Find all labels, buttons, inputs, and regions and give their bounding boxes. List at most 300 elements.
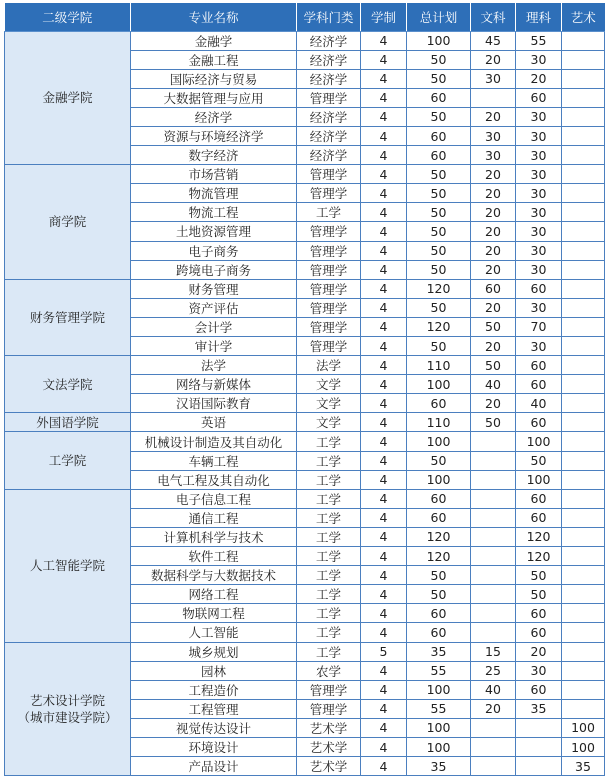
science-count-cell: 30 [516, 184, 562, 203]
art-count-cell [562, 69, 605, 88]
art-count-cell [562, 680, 605, 699]
duration-cell: 4 [361, 680, 407, 699]
discipline-cell: 管理学 [297, 337, 361, 356]
discipline-cell: 工学 [297, 566, 361, 585]
art-count-cell [562, 604, 605, 623]
total-plan-cell: 100 [407, 737, 471, 756]
liberal-arts-count-cell [471, 757, 516, 776]
table-row [5, 642, 605, 661]
college-name-line: 人工智能学院 [29, 558, 105, 574]
total-plan-cell: 50 [407, 184, 471, 203]
major-name-cell: 园林 [131, 661, 297, 680]
science-count-cell: 60 [516, 413, 562, 432]
header-liberal-arts: 文科 [471, 3, 516, 31]
liberal-arts-count-cell: 20 [471, 298, 516, 317]
total-plan-cell: 50 [407, 222, 471, 241]
science-count-cell [516, 718, 562, 737]
liberal-arts-count-cell: 20 [471, 241, 516, 260]
total-plan-cell: 50 [407, 298, 471, 317]
art-count-cell [562, 642, 605, 661]
major-name-cell: 资产评估 [131, 298, 297, 317]
major-name-cell: 土地资源管理 [131, 222, 297, 241]
liberal-arts-count-cell: 20 [471, 165, 516, 184]
art-count-cell [562, 317, 605, 336]
discipline-cell: 管理学 [297, 165, 361, 184]
liberal-arts-count-cell: 30 [471, 69, 516, 88]
art-count-cell [562, 241, 605, 260]
liberal-arts-count-cell: 20 [471, 394, 516, 413]
liberal-arts-count-cell: 20 [471, 260, 516, 279]
duration-cell: 4 [361, 508, 407, 527]
total-plan-cell: 110 [407, 356, 471, 375]
total-plan-cell: 120 [407, 527, 471, 546]
total-plan-cell: 35 [407, 642, 471, 661]
science-count-cell: 30 [516, 107, 562, 126]
major-name-cell: 视觉传达设计 [131, 718, 297, 737]
duration-cell: 5 [361, 642, 407, 661]
science-count-cell: 120 [516, 527, 562, 546]
art-count-cell [562, 432, 605, 451]
duration-cell: 4 [361, 146, 407, 165]
duration-cell: 4 [361, 718, 407, 737]
college-name-cell [5, 642, 131, 776]
science-count-cell [516, 737, 562, 756]
major-name-cell: 资源与环境经济学 [131, 126, 297, 145]
total-plan-cell: 100 [407, 432, 471, 451]
liberal-arts-count-cell: 50 [471, 317, 516, 336]
major-name-cell: 电子商务 [131, 241, 297, 260]
table-header [5, 3, 605, 31]
discipline-cell: 工学 [297, 604, 361, 623]
discipline-cell: 经济学 [297, 146, 361, 165]
table-row [5, 413, 605, 432]
duration-cell: 4 [361, 126, 407, 145]
science-count-cell: 60 [516, 680, 562, 699]
liberal-arts-count-cell [471, 527, 516, 546]
discipline-cell: 经济学 [297, 69, 361, 88]
liberal-arts-count-cell: 20 [471, 203, 516, 222]
duration-cell: 4 [361, 699, 407, 718]
major-name-cell: 财务管理 [131, 279, 297, 298]
discipline-cell: 工学 [297, 451, 361, 470]
discipline-cell: 管理学 [297, 241, 361, 260]
discipline-cell: 管理学 [297, 680, 361, 699]
discipline-cell: 文学 [297, 375, 361, 394]
liberal-arts-count-cell: 40 [471, 680, 516, 699]
duration-cell: 4 [361, 413, 407, 432]
major-name-cell: 车辆工程 [131, 451, 297, 470]
table-body [5, 31, 605, 776]
duration-cell: 4 [361, 165, 407, 184]
discipline-cell: 工学 [297, 527, 361, 546]
duration-cell: 4 [361, 527, 407, 546]
liberal-arts-count-cell [471, 566, 516, 585]
major-name-cell: 电子信息工程 [131, 489, 297, 508]
science-count-cell: 30 [516, 661, 562, 680]
college-name-line: 商学院 [48, 214, 87, 230]
science-count-cell: 30 [516, 222, 562, 241]
liberal-arts-count-cell: 20 [471, 337, 516, 356]
art-count-cell [562, 699, 605, 718]
art-count-cell [562, 451, 605, 470]
science-count-cell: 30 [516, 146, 562, 165]
art-count-cell [562, 88, 605, 107]
art-count-cell [562, 489, 605, 508]
art-count-cell [562, 31, 605, 50]
total-plan-cell: 60 [407, 146, 471, 165]
liberal-arts-count-cell: 45 [471, 31, 516, 50]
art-count-cell [562, 508, 605, 527]
header-college: 二级学院 [5, 3, 131, 31]
total-plan-cell: 100 [407, 680, 471, 699]
liberal-arts-count-cell: 25 [471, 661, 516, 680]
science-count-cell: 60 [516, 604, 562, 623]
discipline-cell: 艺术学 [297, 757, 361, 776]
liberal-arts-count-cell: 20 [471, 222, 516, 241]
total-plan-cell: 55 [407, 661, 471, 680]
art-count-cell [562, 203, 605, 222]
total-plan-cell: 100 [407, 31, 471, 50]
science-count-cell: 60 [516, 279, 562, 298]
total-plan-cell: 110 [407, 413, 471, 432]
discipline-cell: 工学 [297, 203, 361, 222]
discipline-cell: 艺术学 [297, 718, 361, 737]
liberal-arts-count-cell [471, 604, 516, 623]
total-plan-cell: 50 [407, 451, 471, 470]
duration-cell: 4 [361, 279, 407, 298]
discipline-cell: 经济学 [297, 50, 361, 69]
duration-cell: 4 [361, 451, 407, 470]
liberal-arts-count-cell: 20 [471, 184, 516, 203]
discipline-cell: 工学 [297, 547, 361, 566]
total-plan-cell: 60 [407, 394, 471, 413]
liberal-arts-count-cell [471, 489, 516, 508]
major-name-cell: 汉语国际教育 [131, 394, 297, 413]
discipline-cell: 经济学 [297, 31, 361, 50]
duration-cell: 4 [361, 757, 407, 776]
total-plan-cell: 120 [407, 547, 471, 566]
art-count-cell [562, 184, 605, 203]
header-duration: 学制 [361, 3, 407, 31]
art-count-cell [562, 126, 605, 145]
discipline-cell: 管理学 [297, 260, 361, 279]
liberal-arts-count-cell [471, 718, 516, 737]
discipline-cell: 文学 [297, 394, 361, 413]
duration-cell: 4 [361, 184, 407, 203]
college-name-line: 外国语学院 [36, 414, 99, 430]
duration-cell: 4 [361, 356, 407, 375]
enrollment-plan-table [4, 3, 605, 776]
total-plan-cell: 50 [407, 260, 471, 279]
major-name-cell: 数据科学与大数据技术 [131, 566, 297, 585]
science-count-cell: 60 [516, 356, 562, 375]
college-name-line: 文法学院 [42, 376, 93, 392]
college-name-cell [5, 356, 131, 413]
college-name-cell [5, 165, 131, 280]
total-plan-cell: 100 [407, 718, 471, 737]
major-name-cell: 大数据管理与应用 [131, 88, 297, 107]
major-name-cell: 英语 [131, 413, 297, 432]
table-row [5, 356, 605, 375]
discipline-cell: 文学 [297, 413, 361, 432]
discipline-cell: 工学 [297, 642, 361, 661]
discipline-cell: 管理学 [297, 699, 361, 718]
liberal-arts-count-cell [471, 547, 516, 566]
table-row [5, 279, 605, 298]
discipline-cell: 工学 [297, 585, 361, 604]
science-count-cell: 60 [516, 489, 562, 508]
duration-cell: 4 [361, 31, 407, 50]
major-name-cell: 城乡规划 [131, 642, 297, 661]
duration-cell: 4 [361, 50, 407, 69]
discipline-cell: 法学 [297, 356, 361, 375]
duration-cell: 4 [361, 604, 407, 623]
total-plan-cell: 50 [407, 585, 471, 604]
total-plan-cell: 60 [407, 489, 471, 508]
duration-cell: 4 [361, 88, 407, 107]
liberal-arts-count-cell [471, 737, 516, 756]
duration-cell: 4 [361, 432, 407, 451]
major-name-cell: 网络与新媒体 [131, 375, 297, 394]
college-name-cell [5, 413, 131, 432]
science-count-cell: 50 [516, 451, 562, 470]
discipline-cell: 工学 [297, 623, 361, 642]
major-name-cell: 审计学 [131, 337, 297, 356]
art-count-cell [562, 165, 605, 184]
science-count-cell: 120 [516, 547, 562, 566]
duration-cell: 4 [361, 375, 407, 394]
science-count-cell: 30 [516, 203, 562, 222]
major-name-cell: 工程管理 [131, 699, 297, 718]
duration-cell: 4 [361, 661, 407, 680]
science-count-cell: 60 [516, 375, 562, 394]
art-count-cell [562, 585, 605, 604]
duration-cell: 4 [361, 737, 407, 756]
science-count-cell: 50 [516, 585, 562, 604]
science-count-cell: 20 [516, 69, 562, 88]
total-plan-cell: 50 [407, 203, 471, 222]
total-plan-cell: 60 [407, 126, 471, 145]
total-plan-cell: 50 [407, 69, 471, 88]
science-count-cell: 60 [516, 623, 562, 642]
table-row [5, 31, 605, 50]
duration-cell: 4 [361, 470, 407, 489]
science-count-cell: 55 [516, 31, 562, 50]
major-name-cell: 跨境电子商务 [131, 260, 297, 279]
duration-cell: 4 [361, 241, 407, 260]
table-row [5, 489, 605, 508]
table-row [5, 165, 605, 184]
enrollment-plan-table-container [4, 3, 604, 776]
duration-cell: 4 [361, 623, 407, 642]
liberal-arts-count-cell [471, 88, 516, 107]
discipline-cell: 管理学 [297, 317, 361, 336]
liberal-arts-count-cell: 50 [471, 413, 516, 432]
discipline-cell: 经济学 [297, 126, 361, 145]
art-count-cell [562, 547, 605, 566]
art-count-cell [562, 566, 605, 585]
art-count-cell: 35 [562, 757, 605, 776]
science-count-cell: 30 [516, 126, 562, 145]
art-count-cell [562, 375, 605, 394]
college-name-line: （城市建设学院） [17, 709, 118, 725]
liberal-arts-count-cell: 20 [471, 699, 516, 718]
liberal-arts-count-cell: 20 [471, 107, 516, 126]
major-name-cell: 人工智能 [131, 623, 297, 642]
art-count-cell [562, 298, 605, 317]
major-name-cell: 工程造价 [131, 680, 297, 699]
college-name-line: 财务管理学院 [29, 309, 105, 325]
discipline-cell: 工学 [297, 432, 361, 451]
art-count-cell [562, 527, 605, 546]
duration-cell: 4 [361, 337, 407, 356]
art-count-cell [562, 623, 605, 642]
art-count-cell [562, 661, 605, 680]
total-plan-cell: 50 [407, 50, 471, 69]
college-name-line: 工学院 [48, 453, 87, 469]
science-count-cell: 70 [516, 317, 562, 336]
liberal-arts-count-cell: 30 [471, 126, 516, 145]
duration-cell: 4 [361, 489, 407, 508]
liberal-arts-count-cell [471, 451, 516, 470]
total-plan-cell: 35 [407, 757, 471, 776]
major-name-cell: 环境设计 [131, 737, 297, 756]
total-plan-cell: 60 [407, 88, 471, 107]
major-name-cell: 金融学 [131, 31, 297, 50]
major-name-cell: 金融工程 [131, 50, 297, 69]
art-count-cell [562, 413, 605, 432]
liberal-arts-count-cell [471, 585, 516, 604]
discipline-cell: 经济学 [297, 107, 361, 126]
liberal-arts-count-cell: 50 [471, 356, 516, 375]
major-name-cell: 软件工程 [131, 547, 297, 566]
art-count-cell: 100 [562, 718, 605, 737]
art-count-cell [562, 279, 605, 298]
duration-cell: 4 [361, 394, 407, 413]
science-count-cell: 20 [516, 642, 562, 661]
art-count-cell: 100 [562, 737, 605, 756]
art-count-cell [562, 337, 605, 356]
liberal-arts-count-cell: 20 [471, 50, 516, 69]
total-plan-cell: 100 [407, 375, 471, 394]
science-count-cell: 40 [516, 394, 562, 413]
major-name-cell: 数字经济 [131, 146, 297, 165]
discipline-cell: 管理学 [297, 184, 361, 203]
science-count-cell: 100 [516, 432, 562, 451]
liberal-arts-count-cell [471, 508, 516, 527]
discipline-cell: 工学 [297, 470, 361, 489]
science-count-cell: 30 [516, 241, 562, 260]
duration-cell: 4 [361, 222, 407, 241]
total-plan-cell: 100 [407, 470, 471, 489]
total-plan-cell: 50 [407, 337, 471, 356]
discipline-cell: 管理学 [297, 222, 361, 241]
duration-cell: 4 [361, 317, 407, 336]
discipline-cell: 工学 [297, 508, 361, 527]
discipline-cell: 艺术学 [297, 737, 361, 756]
liberal-arts-count-cell [471, 623, 516, 642]
duration-cell: 4 [361, 69, 407, 88]
art-count-cell [562, 146, 605, 165]
science-count-cell: 30 [516, 337, 562, 356]
total-plan-cell: 50 [407, 241, 471, 260]
art-count-cell [562, 107, 605, 126]
major-name-cell: 法学 [131, 356, 297, 375]
total-plan-cell: 120 [407, 279, 471, 298]
header-row [5, 3, 605, 31]
major-name-cell: 产品设计 [131, 757, 297, 776]
science-count-cell: 60 [516, 88, 562, 107]
duration-cell: 4 [361, 298, 407, 317]
science-count-cell: 30 [516, 260, 562, 279]
major-name-cell: 物流管理 [131, 184, 297, 203]
liberal-arts-count-cell: 15 [471, 642, 516, 661]
header-total-plan: 总计划 [407, 3, 471, 31]
major-name-cell: 会计学 [131, 317, 297, 336]
discipline-cell: 工学 [297, 489, 361, 508]
discipline-cell: 管理学 [297, 298, 361, 317]
science-count-cell [516, 757, 562, 776]
art-count-cell [562, 50, 605, 69]
major-name-cell: 机械设计制造及其自动化 [131, 432, 297, 451]
duration-cell: 4 [361, 260, 407, 279]
liberal-arts-count-cell: 40 [471, 375, 516, 394]
major-name-cell: 计算机科学与技术 [131, 527, 297, 546]
college-name-cell [5, 279, 131, 355]
major-name-cell: 电气工程及其自动化 [131, 470, 297, 489]
total-plan-cell: 50 [407, 107, 471, 126]
art-count-cell [562, 470, 605, 489]
total-plan-cell: 120 [407, 317, 471, 336]
science-count-cell: 50 [516, 566, 562, 585]
duration-cell: 4 [361, 107, 407, 126]
duration-cell: 4 [361, 547, 407, 566]
college-name-line: 艺术设计学院 [29, 692, 105, 708]
art-count-cell [562, 260, 605, 279]
major-name-cell: 网络工程 [131, 585, 297, 604]
total-plan-cell: 60 [407, 604, 471, 623]
art-count-cell [562, 394, 605, 413]
header-discipline: 学科门类 [297, 3, 361, 31]
liberal-arts-count-cell: 60 [471, 279, 516, 298]
header-major-name: 专业名称 [131, 3, 297, 31]
duration-cell: 4 [361, 585, 407, 604]
liberal-arts-count-cell: 30 [471, 146, 516, 165]
liberal-arts-count-cell [471, 470, 516, 489]
discipline-cell: 管理学 [297, 88, 361, 107]
table-row [5, 432, 605, 451]
duration-cell: 4 [361, 566, 407, 585]
total-plan-cell: 60 [407, 623, 471, 642]
duration-cell: 4 [361, 203, 407, 222]
science-count-cell: 30 [516, 165, 562, 184]
college-name-cell [5, 432, 131, 489]
liberal-arts-count-cell [471, 432, 516, 451]
total-plan-cell: 60 [407, 508, 471, 527]
header-science: 理科 [516, 3, 562, 31]
science-count-cell: 35 [516, 699, 562, 718]
science-count-cell: 60 [516, 508, 562, 527]
major-name-cell: 通信工程 [131, 508, 297, 527]
college-name-line: 金融学院 [42, 90, 93, 106]
science-count-cell: 30 [516, 50, 562, 69]
college-name-cell [5, 31, 131, 165]
total-plan-cell: 55 [407, 699, 471, 718]
science-count-cell: 100 [516, 470, 562, 489]
art-count-cell [562, 356, 605, 375]
discipline-cell: 农学 [297, 661, 361, 680]
total-plan-cell: 50 [407, 165, 471, 184]
